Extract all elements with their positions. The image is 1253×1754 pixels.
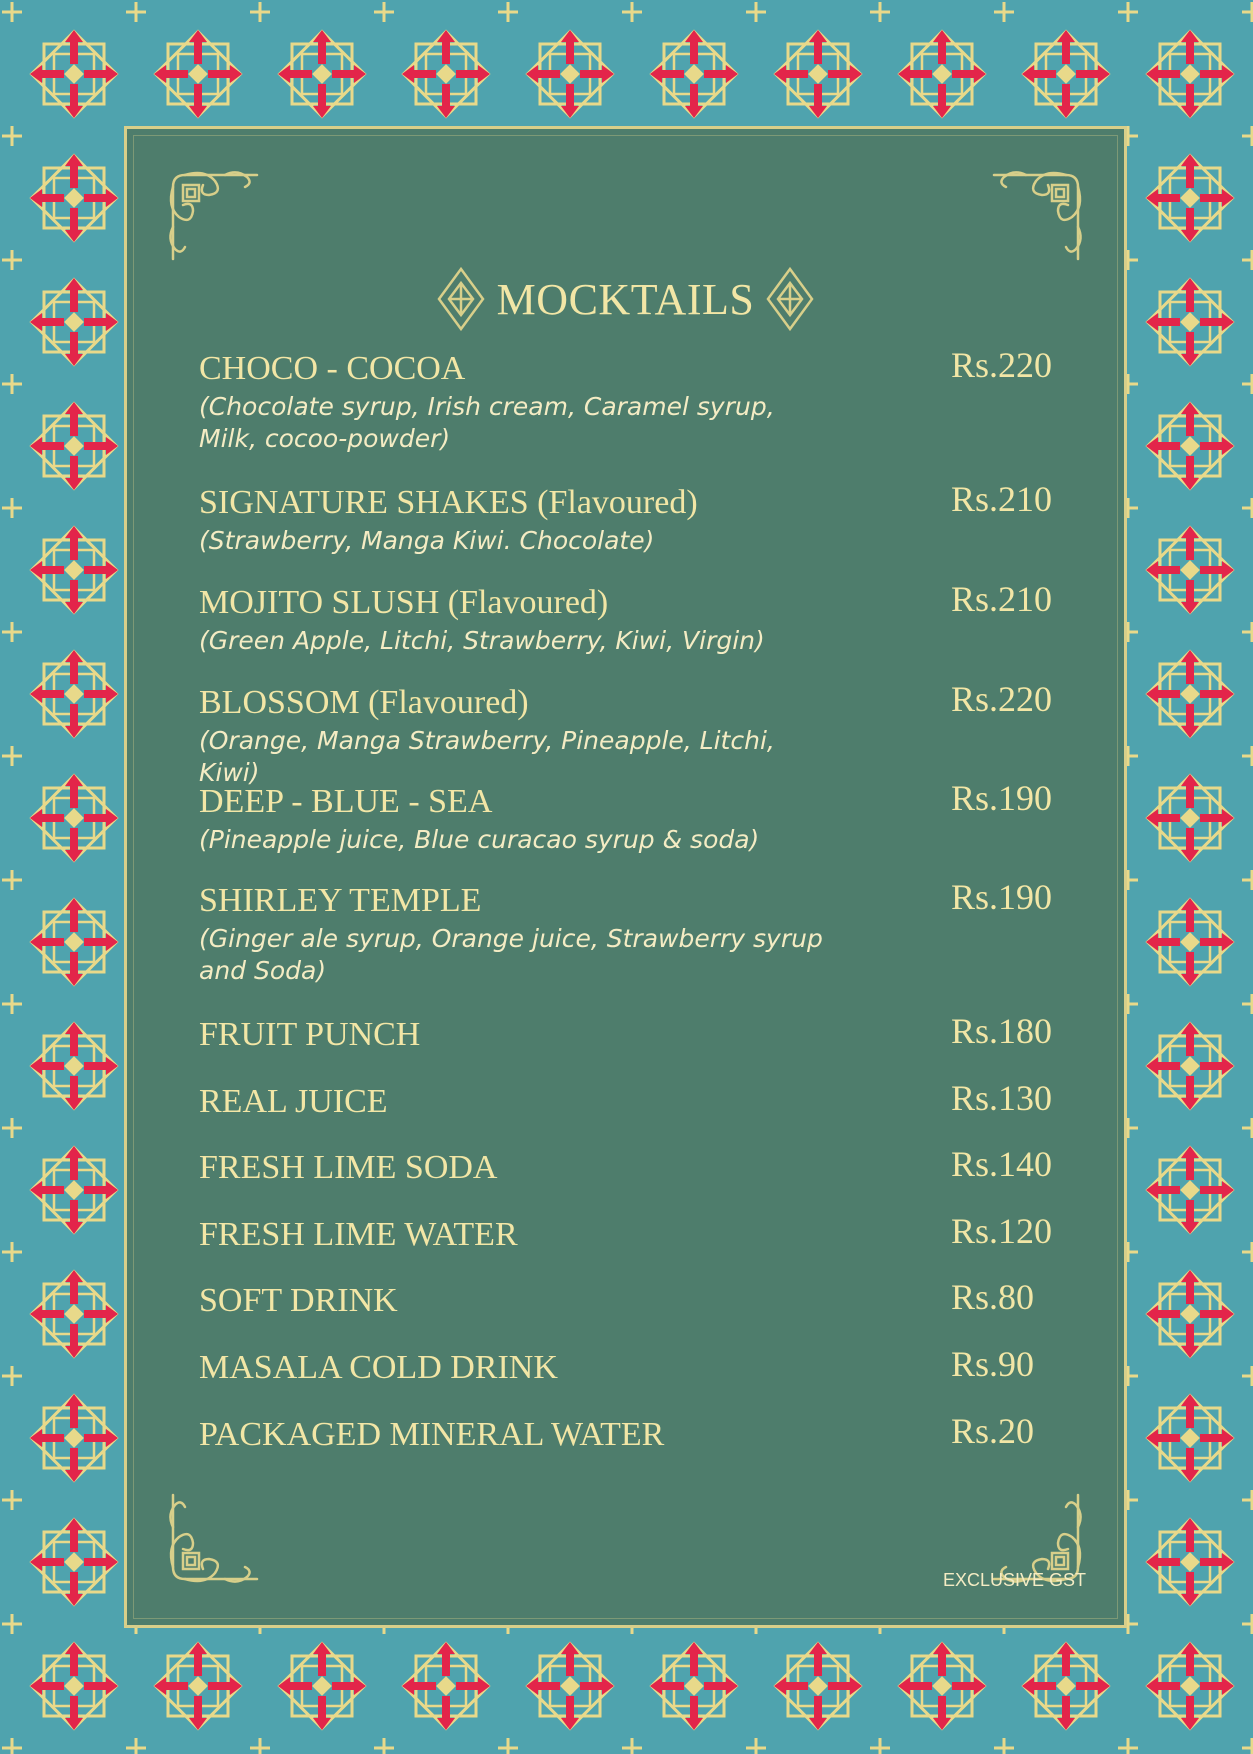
filigree-corner-ornament-icon bbox=[986, 167, 1086, 267]
item-name: FRESH LIME SODA bbox=[199, 1149, 498, 1186]
item-price: Rs.90 bbox=[951, 1344, 1035, 1384]
diamond-title-ornament-icon bbox=[435, 263, 487, 335]
item-price: Rs.220 bbox=[951, 345, 1053, 385]
menu-item bbox=[199, 679, 1064, 789]
item-price: Rs.190 bbox=[951, 877, 1053, 917]
item-price: Rs.80 bbox=[951, 1277, 1035, 1317]
item-price: Rs.210 bbox=[951, 479, 1053, 519]
item-price: Rs.220 bbox=[951, 679, 1053, 719]
item-name: SHIRLEY TEMPLE bbox=[199, 882, 482, 919]
item-name: REAL JUICE bbox=[199, 1083, 388, 1120]
item-name: PACKAGED MINERAL WATER bbox=[199, 1416, 665, 1453]
filigree-corner-ornament-icon bbox=[165, 167, 265, 267]
menu-item bbox=[199, 1078, 1064, 1122]
item-name: BLOSSOM (Flavoured) bbox=[199, 684, 529, 721]
menu-item bbox=[199, 345, 1064, 455]
item-price: Rs.140 bbox=[951, 1144, 1053, 1184]
item-price: Rs.120 bbox=[951, 1211, 1053, 1251]
item-name: CHOCO - COCOA bbox=[199, 350, 466, 387]
diamond-title-ornament-icon bbox=[764, 263, 816, 335]
title-row bbox=[127, 259, 1124, 339]
menu-item bbox=[199, 1144, 1064, 1188]
menu-title: MOCKTAILS bbox=[496, 274, 755, 324]
menu-item bbox=[199, 1411, 1064, 1455]
item-price: Rs.180 bbox=[951, 1011, 1053, 1051]
item-description: (Strawberry, Manga Kiwi. Chocolate) bbox=[199, 526, 655, 555]
item-name: MASALA COLD DRINK bbox=[199, 1349, 558, 1386]
item-price: Rs.20 bbox=[951, 1411, 1035, 1451]
menu-item bbox=[199, 1211, 1064, 1255]
item-description: (Chocolate syrup, Irish cream, Caramel syrup, Milk, cocoo-powder) bbox=[199, 392, 775, 453]
menu-item bbox=[199, 877, 1064, 987]
menu-panel bbox=[124, 126, 1127, 1628]
item-price: Rs.210 bbox=[951, 579, 1053, 619]
menu-item bbox=[199, 778, 1064, 856]
menu-item bbox=[199, 479, 1064, 557]
item-description: (Orange, Manga Strawberry, Pineapple, Litchi, Kiwi) bbox=[199, 726, 775, 787]
menu-item bbox=[199, 1277, 1064, 1321]
item-name: SIGNATURE SHAKES (Flavoured) bbox=[199, 484, 698, 521]
item-description: (Ginger ale syrup, Orange juice, Strawberry syrup and Soda) bbox=[199, 924, 823, 985]
item-description: (Green Apple, Litchi, Strawberry, Kiwi, Virgin) bbox=[199, 626, 765, 655]
item-name: DEEP - BLUE - SEA bbox=[199, 783, 493, 820]
menu-item bbox=[199, 579, 1064, 657]
item-name: FRUIT PUNCH bbox=[199, 1016, 421, 1053]
item-price: Rs.190 bbox=[951, 778, 1053, 818]
item-description: (Pineapple juice, Blue curacao syrup & soda) bbox=[199, 825, 760, 854]
filigree-corner-ornament-icon bbox=[165, 1487, 265, 1587]
item-name: MOJITO SLUSH (Flavoured) bbox=[199, 584, 609, 621]
menu-item bbox=[199, 1011, 1064, 1055]
item-name: FRESH LIME WATER bbox=[199, 1216, 518, 1253]
tax-footnote: EXCLUSIVE GST bbox=[942, 1570, 1086, 1590]
item-price: Rs.130 bbox=[951, 1078, 1053, 1118]
item-name: SOFT DRINK bbox=[199, 1282, 398, 1319]
menu-item bbox=[199, 1344, 1064, 1388]
